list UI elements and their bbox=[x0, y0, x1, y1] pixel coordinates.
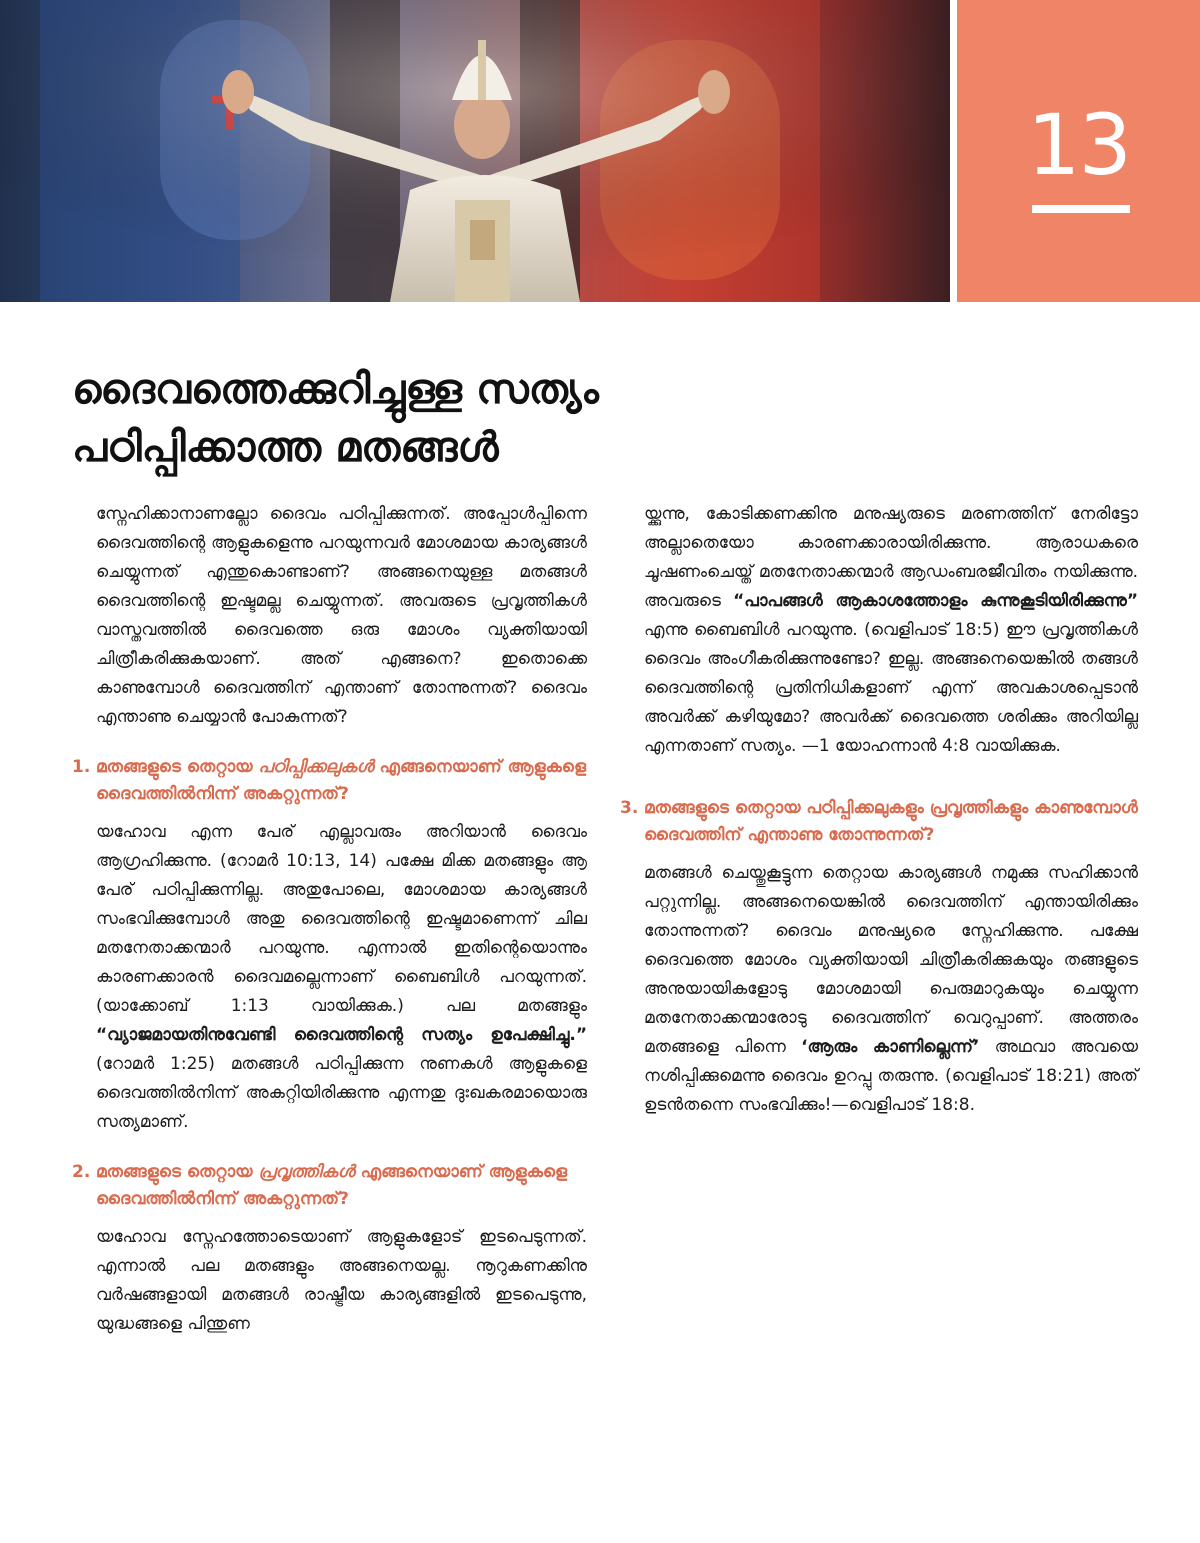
question-1-emphasis: പഠിപ്പിക്കലുകൾ bbox=[258, 757, 374, 777]
right-column bbox=[620, 500, 1138, 1120]
question-1-heading bbox=[72, 754, 587, 808]
answer-2-quote: “പാപങ്ങൾ ആകാശത്തോളം കുന്നുകൂടിയിരിക്കുന്നു” bbox=[733, 591, 1138, 611]
answer-1-paragraph: യഹോവ എന്ന പേര് എല്ലാവരും അറിയാൻ ദൈവം ആഗ്രഹിക്കുന്നു. (റോമർ 10:13, 14) പക്ഷേ മിക്ക മതങ്ങളും ആ പേര് പഠിപ്പിക്കുന്നില്ല. അതുപോലെ, മോശമായ കാര്യങ്ങൾ സംഭവിക്കുമ്പോൾ അതു ദൈവത്തിന്റെ ഇഷ്ടമാണെന്ന് ചില മതനേതാക്കന്മാർ പറയുന്നു. എന്നാൽ ഇതിന്റെയൊന്നും കാരണക്കാരൻ ദൈവമല്ലെന്നാണ് ബൈബിൾ പറയുന്നത്. (യാക്കോബ് 1:13 വായിക്കുക.) പല മതങ്ങളും “വ്യാജമായതിനുവേണ്ടി ദൈവത്തിന്റെ സത്യം ഉപേക്ഷിച്ചു.” (റോമർ 1:25) മതങ്ങൾ പഠിപ്പിക്കുന്ന നുണകൾ ആളുകളെ ദൈവത്തിൽനിന്ന് അകറ്റിയിരിക്കുന്നു എന്നതു ദുഃഖകരമായൊരു സത്യമാണ്. bbox=[96, 822, 587, 1132]
question-3-text: മതങ്ങളുടെ തെറ്റായ പഠിപ്പിക്കലുകളും പ്രവൃത്തികളും കാണുമ്പോൾ ദൈവത്തിന് എന്താണു തോന്നുന്നത്? bbox=[644, 798, 1138, 845]
question-3-heading bbox=[620, 795, 1138, 849]
answer-3-quote: ‘ആരും കാണില്ലെന്ന്’ bbox=[801, 1037, 980, 1057]
priest-in-church-illustration bbox=[0, 0, 950, 302]
page-title-line-2: പഠിപ്പിക്കാത്ത മതങ്ങൾ bbox=[72, 423, 499, 471]
question-1-text: മതങ്ങളുടെ തെറ്റായ പഠിപ്പിക്കലുകൾ എങ്ങനെയാണ് ആളുകളെ ദൈവത്തിൽനിന്ന് അകറ്റുന്നത്? bbox=[96, 757, 587, 804]
page-title bbox=[72, 360, 932, 476]
answer-3-paragraph: മതങ്ങൾ ചെയ്തുകൂട്ടുന്ന തെറ്റായ കാര്യങ്ങൾ നമുക്കു സഹിക്കാൻ പറ്റുന്നില്ല. അങ്ങനെയെങ്കിൽ ദൈവത്തിന് എന്തായിരിക്കും തോന്നുന്നത്? ദൈവം മനുഷ്യരെ സ്നേഹിക്കുന്നു. പക്ഷേ ദൈവത്തെ മോശം വ്യക്തിയായി ചിത്രീകരിക്കുകയും തങ്ങളുടെ അനുയായികളോടു മോശമായി പെരുമാറുകയും ചെയ്യുന്ന മതനേതാക്കന്മാരോടു ദൈവത്തിന് വെറുപ്പാണ്. അത്തരം മതങ്ങളെ പിന്നെ ‘ആരും കാണില്ലെന്ന്’ അഥവാ അവയെ നശിപ്പിക്കുമെന്നു ദൈവം ഉറപ്പു തരുന്നു. (വെളിപാട് 18:21) അത് ഉടൻതന്നെ സംഭവിക്കും!—വെളിപാട് 18:8. bbox=[644, 863, 1138, 1115]
answer-1-quote: “വ്യാജമായതിനുവേണ്ടി ദൈവത്തിന്റെ സത്യം ഉപേക്ഷിച്ചു.” bbox=[96, 1025, 587, 1045]
question-2-text: മതങ്ങളുടെ തെറ്റായ പ്രവൃത്തികൾ എങ്ങനെയാണ് ആളുകളെ ദൈവത്തിൽനിന്ന് അകറ്റുന്നത്? bbox=[96, 1162, 568, 1209]
question-2-number: 2. bbox=[72, 1162, 91, 1182]
answer-2-continued: യ്ക്കുന്നു, കോടിക്കണക്കിനു മനുഷ്യരുടെ മരണത്തിന് നേരിട്ടോ അല്ലാതെയോ കാരണക്കാരായിരിക്കുന്നു. ആരാധകരെ ചൂഷണംചെയ്ത് മതനേതാക്കന്മാർ ആഡംബരജീവിതം നയിക്കുന്നു. അവരുടെ “പാപങ്ങൾ ആകാശത്തോളം കുന്നുകൂടിയിരിക്കുന്നു” എന്നു ബൈബിൾ പറയുന്നു. (വെളിപാട് 18:5) ഈ പ്രവൃത്തികൾ ദൈവം അംഗീകരിക്കുന്നുണ്ടോ? ഇല്ല. അങ്ങനെയെങ്കിൽ തങ്ങൾ ദൈവത്തിന്റെ പ്രതിനിധികളാണ് എന്ന് അവകാശപ്പെടാൻ അവർക്ക് കഴിയുമോ? അവർക്ക് ദൈവത്തെ ശരിക്കും അറിയില്ല എന്നതാണ് സത്യം. —1 യോഹന്നാൻ 4:8 വായിക്കുക. bbox=[644, 504, 1138, 756]
lesson-number-badge bbox=[957, 0, 1200, 302]
header-photo bbox=[0, 0, 950, 302]
question-2-heading bbox=[72, 1159, 587, 1213]
question-2-emphasis: പ്രവൃത്തികൾ bbox=[258, 1162, 355, 1182]
badge-underline bbox=[1032, 205, 1130, 213]
question-1-number: 1. bbox=[72, 757, 91, 777]
lesson-number: 13 bbox=[1027, 96, 1130, 194]
question-3-number: 3. bbox=[620, 798, 639, 818]
answer-2-paragraph: യഹോവ സ്നേഹത്തോടെയാണ് ആളുകളോട് ഇടപെടുന്നത്. എന്നാൽ പല മതങ്ങളും അങ്ങനെയല്ല. നൂറുകണക്കിനു വർഷങ്ങളായി മതങ്ങൾ രാഷ്ട്രീയ കാര്യങ്ങളിൽ ഇടപെടുന്നു, യുദ്ധങ്ങളെ പിന്തുണ bbox=[96, 1227, 587, 1334]
intro-paragraph: സ്നേഹിക്കാനാണല്ലോ ദൈവം പഠിപ്പിക്കുന്നത്. അപ്പോൾപ്പിന്നെ ദൈവത്തിന്റെ ആളുകളെന്നു പറയുന്നവർ മോശമായ കാര്യങ്ങൾ ചെയ്യുന്നത് എന്തുകൊണ്ടാണ്? അങ്ങനെയുള്ള മതങ്ങൾ ദൈവത്തിന്റെ ഇഷ്ടമല്ല ചെയ്യുന്നത്. അവരുടെ പ്രവൃത്തികൾ വാസ്തവത്തിൽ ദൈവത്തെ ഒരു മോശം വ്യക്തിയായി ചിത്രീകരിക്കുകയാണ്. അത് എങ്ങനെ? ഇതൊക്കെ കാണുമ്പോൾ ദൈവത്തിന് എന്താണ് തോന്നുന്നത്? ദൈവം എന്താണു ചെയ്യാൻ പോകുന്നത്? bbox=[96, 504, 587, 727]
page-title-line-1: ദൈവത്തെക്കുറിച്ചുള്ള സത്യം bbox=[72, 365, 599, 413]
left-column bbox=[72, 500, 587, 1339]
